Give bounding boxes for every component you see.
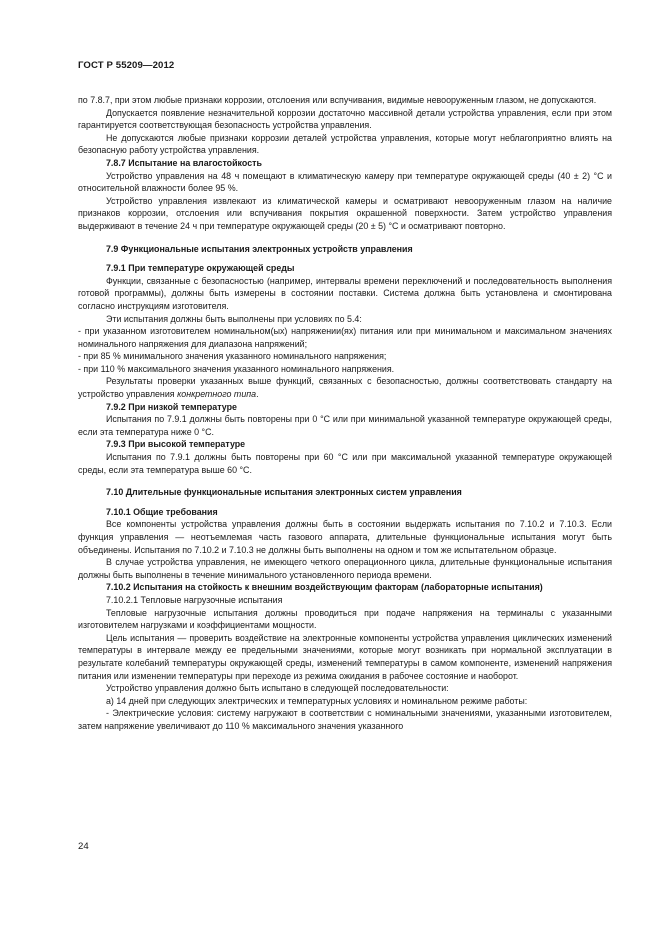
paragraph [78, 632, 612, 682]
paragraph-text: Не допускаются любые признаки коррозии деталей устройства управления, которые могут неблагоприятно влиять на безопасную работу устройства управления. [78, 132, 612, 156]
paragraph-text: а) 14 дней при следующих электрических и температурных условиях и номинальном режиме работы: [106, 695, 528, 706]
paragraph-text: Устройство управления на 48 ч помещают в климатическую камеру при температуре окружающей среды (40 ± 2) °С и относительной влажности более 95 %. [78, 170, 612, 194]
document-body [78, 94, 612, 733]
paragraph-text: В случае устройства управления, не имеющего четкого операционного цикла, длительные функциональные испытания должны быть выполнены в течение минимального установленного периода времени. [78, 557, 612, 580]
paragraph-text: 7.10.1 Общие требования [106, 506, 218, 517]
paragraph-text: 7.9 Функциональные испытания электронных устройств управления [106, 243, 413, 254]
page-number: 24 [78, 841, 89, 852]
paragraph-text: - при 85 % минимального значения указанного номинального напряжения; [78, 351, 387, 362]
paragraph [78, 275, 612, 313]
section-heading [78, 157, 612, 170]
paragraph-tail: . [256, 389, 259, 400]
paragraph [78, 375, 612, 400]
section-heading [78, 438, 612, 451]
paragraph [78, 413, 612, 438]
paragraph [78, 363, 612, 376]
paragraph-text: 7.8.7 Испытание на влагостойкость [106, 157, 262, 168]
paragraph-text: Функции, связанные с безопасностью (например, интервалы времени переключений и последовательность выполнения готовой программы), должны быть измерены в состоянии поставки. Система должна быть установлена и смонтирована согласно инструкциям изготовителя. [78, 275, 612, 311]
section-heading [78, 243, 612, 256]
paragraph [78, 195, 612, 233]
paragraph-text: - Электрические условия: систему нагружают в соответствии с номинальными значениями, указанными изготовителем, затем напряжение увеличивают до 110 % максимального значения указанного [78, 708, 612, 731]
paragraph [78, 682, 612, 695]
paragraph-text: Испытания по 7.9.1 должны быть повторены при 0 °С или при минимальной указанной температуре окружающей среды, если эта температура ниже 0 °С. [78, 414, 612, 437]
section-heading [78, 486, 612, 499]
paragraph-text: Тепловые нагрузочные испытания должны проводиться при подаче напряжения на терминалы с указанными изготовителем нагрузками и коэффициентами мощности. [78, 607, 612, 631]
paragraph [78, 132, 612, 157]
paragraph [78, 695, 612, 708]
paragraph-text: - при 110 % максимального значения указанного номинального напряжения. [78, 363, 395, 374]
paragraph-text: Испытания по 7.9.1 должны быть повторены при 60 °С или при максимальной указанной температуре окружающей среды, если эта температура выше 60 °С. [78, 452, 612, 475]
paragraph [78, 707, 612, 732]
paragraph [78, 94, 612, 107]
paragraph [78, 325, 612, 350]
paragraph-text: 7.10 Длительные функциональные испытания электронных систем управления [106, 487, 462, 498]
italic-text: конкретного типа [177, 389, 257, 400]
paragraph-text: Допускается появление незначительной коррозии достаточно массивной детали устройства управления, если при этом гарантируется соответствующая безопасность устройства управления. [78, 107, 612, 131]
section-heading [78, 581, 612, 594]
paragraph [78, 107, 612, 132]
paragraph [78, 594, 612, 607]
paragraph-text: Все компоненты устройства управления должны быть в состоянии выдержать испытания по 7.10.2 и 7.10.3. Если функция управления — неотъемлемая часть газового аппарата, длительные функциональные испытания могут быть объединены. Испытания по 7.10.2 и 7.10.3 не должны быть выполнены на одном и том же испытательном образце. [78, 519, 612, 555]
paragraph-text: 7.10.2.1 Тепловые нагрузочные испытания [106, 594, 283, 605]
paragraph-text: 7.9.2 При низкой температуре [106, 401, 237, 412]
section-heading [78, 401, 612, 414]
paragraph [78, 556, 612, 581]
paragraph [78, 170, 612, 195]
paragraph [78, 313, 612, 326]
paragraph-text: - при указанном изготовителем номинальном(ых) напряжении(ях) питания или при минимальном и максимальном значениях номинального напряжения для диапазона напряжений; [78, 326, 612, 349]
paragraph-text: Устройство управления извлекают из климатической камеры и осматривают невооруженным глазом на наличие признаков коррозии, отслоения или вспучивания покрытия окрашенной поверхности. Затем устройство управления выдерживают в течение 24 ч при температуре окружающей среды (20 ± 5) °С и осматривают повторно. [78, 195, 612, 231]
paragraph [78, 518, 612, 556]
paragraph-text: по 7.8.7, при этом любые признаки коррозии, отслоения или вспучивания, видимые невооруженным глазом, не допускаются. [78, 95, 597, 105]
paragraph [78, 350, 612, 363]
paragraph [78, 607, 612, 632]
paragraph-text: 7.9.1 При температуре окружающей среды [106, 263, 295, 274]
section-heading [78, 506, 612, 519]
document-header: ГОСТ Р 55209—2012 [78, 60, 175, 71]
section-heading [78, 262, 612, 275]
paragraph-text: Эти испытания должны быть выполнены при условиях по 5.4: [106, 313, 362, 324]
paragraph-text: Устройство управления должно быть испытано в следующей последовательности: [106, 683, 449, 694]
paragraph-text: Цель испытания — проверить воздействие на электронные компоненты устройства управления циклических изменений температуры в интервале между ее предельными значениями, которые могут возникать при нормальной эксплуатации в результате колебаний температуры окружающей среды, изменений температуры в самом компоненте, изменений напряжения питания или изменении температуры при переходе из режима ожидания в рабочее состояние и наоборот. [78, 632, 612, 681]
paragraph-text: 7.10.2 Испытания на стойкость к внешним воздействующим факторам (лабораторные испытания) [106, 582, 543, 593]
paragraph-text: 7.9.3 При высокой температуре [106, 439, 246, 450]
paragraph-text: Результаты проверки указанных выше функций, связанных с безопасностью, должны соответствовать стандарту на устройство управления [78, 376, 612, 400]
paragraph [78, 451, 612, 476]
